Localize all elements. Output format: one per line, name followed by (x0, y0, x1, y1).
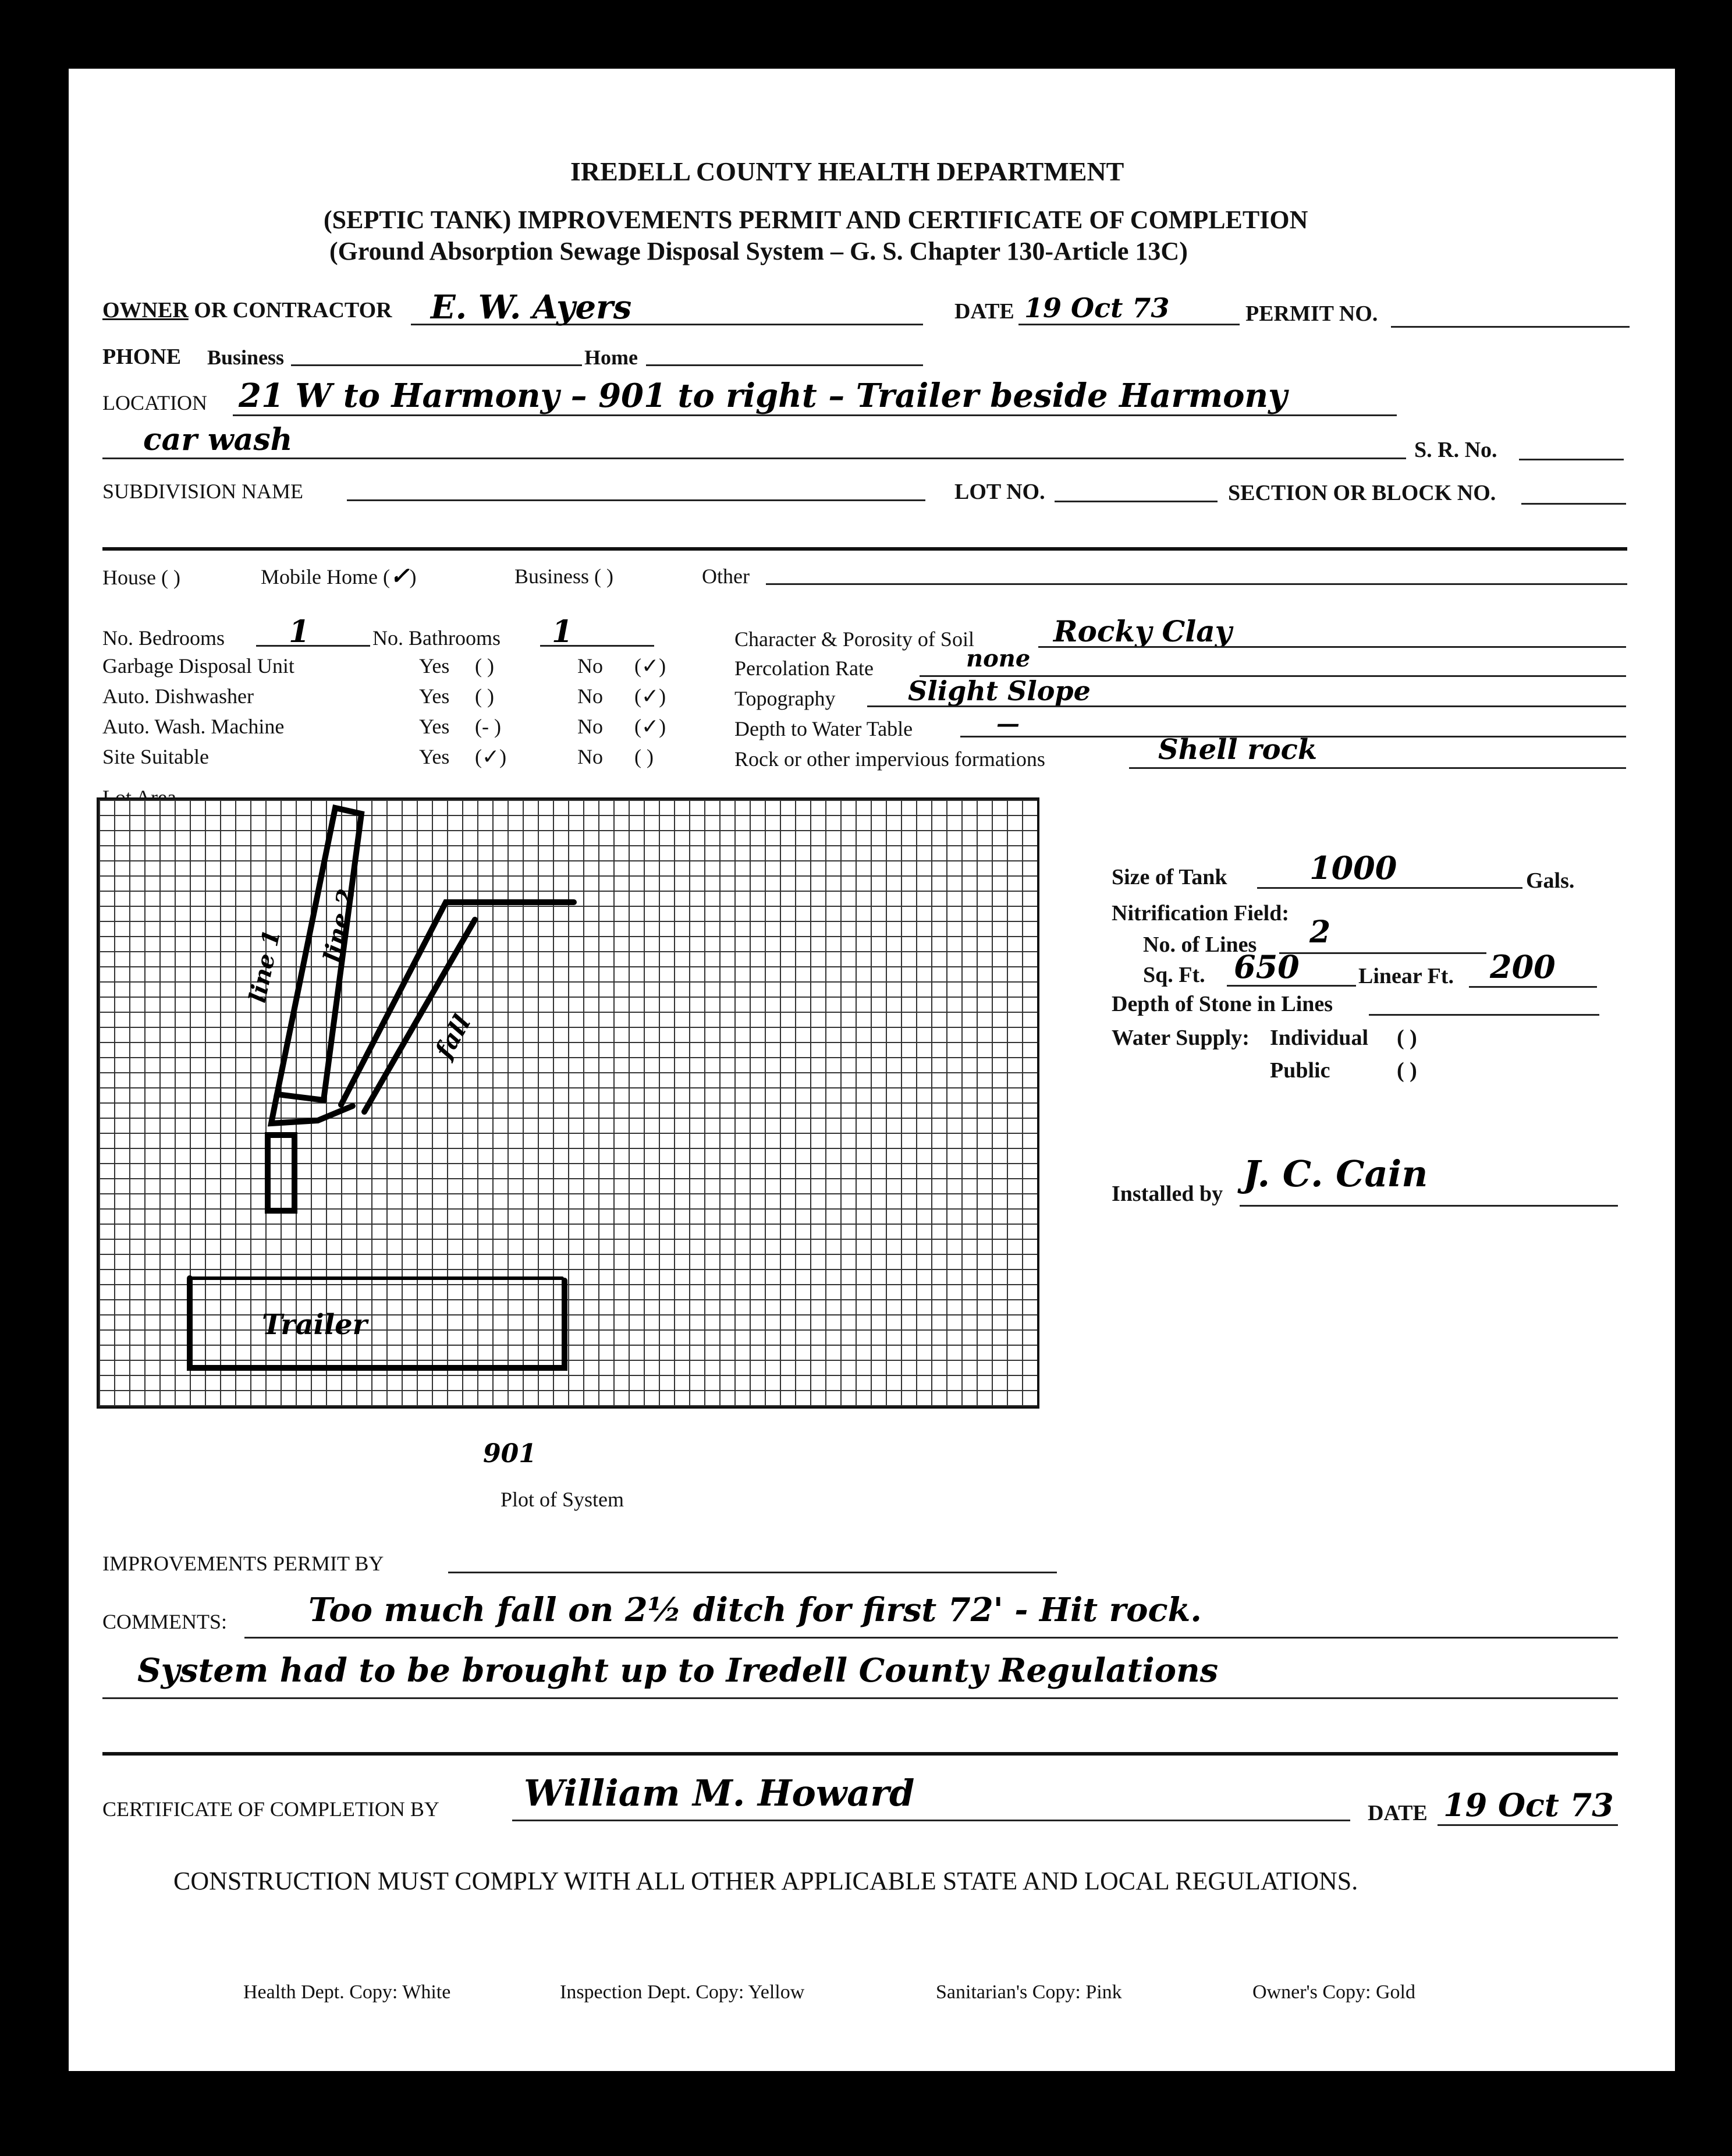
garbage-yes-box: ( ) (475, 654, 494, 678)
certificate-label: CERTIFICATE OF COMPLETION BY (102, 1797, 439, 1821)
garbage-no-box: (✓) (634, 654, 666, 678)
sqft-line (1227, 985, 1356, 987)
permit-no-line (1391, 326, 1630, 328)
type-other: Other (702, 565, 750, 588)
certificate-date-line (1438, 1824, 1618, 1826)
owner-label-rest: OR CONTRACTOR (188, 298, 392, 322)
installed-by-line (1240, 1205, 1618, 1207)
phone-label: PHONE (102, 345, 182, 369)
stone-depth-line (1369, 1014, 1599, 1016)
location-line2: car wash (143, 422, 293, 458)
water-supply-label: Water Supply: (1112, 1026, 1250, 1050)
comments-line1: Too much fall on 2½ ditch for first 72' - Hit rock. (308, 1591, 1202, 1629)
stone-depth-label: Depth of Stone in Lines (1112, 992, 1333, 1016)
divider-2 (102, 1752, 1618, 1756)
linear-ft-line (1469, 986, 1597, 988)
soil-line (1038, 646, 1626, 648)
phone-home-line (646, 364, 923, 366)
compliance-notice: CONSTRUCTION MUST COMPLY WITH ALL OTHER APPLICABLE STATE AND LOCAL REGULATIONS. (173, 1867, 1358, 1895)
bathrooms-value: 1 (552, 614, 573, 650)
plot-sketch (97, 797, 1039, 1409)
location-line-2 (102, 458, 1406, 459)
comments-rule-2 (102, 1697, 1618, 1699)
plot-note-fall: fall (429, 1010, 477, 1063)
garbage-no-label: No (577, 654, 603, 678)
rock-value: Shell rock (1158, 733, 1318, 766)
section-block-line (1521, 503, 1626, 505)
type-mobile-check: ✓ (389, 562, 410, 590)
site-yes-label: Yes (419, 745, 450, 768)
site-suitable-label: Site Suitable (102, 745, 209, 768)
plot-note-line1: line 1 (243, 927, 286, 1005)
type-mobile-home (261, 562, 417, 590)
sqft-value: 650 (1234, 948, 1300, 985)
tank-size-line (1257, 887, 1522, 889)
dishwasher-yes-label: Yes (419, 685, 450, 708)
type-business: Business ( ) (514, 565, 613, 588)
sr-no-line (1519, 459, 1624, 460)
copy-sanitarian: Sanitarian's Copy: Pink (936, 1981, 1122, 2003)
linear-ft-label: Linear Ft. (1358, 964, 1454, 988)
site-no-label: No (577, 745, 603, 768)
tank-size-label: Size of Tank (1112, 865, 1227, 889)
bathrooms-label: No. Bathrooms (372, 626, 501, 650)
trailer-outline (190, 1278, 565, 1368)
perc-label: Percolation Rate (734, 657, 874, 680)
dishwasher-no-box: (✓) (634, 685, 666, 708)
water-individual-box: ( ) (1397, 1026, 1417, 1050)
tank-size-value: 1000 (1309, 849, 1397, 886)
washer-no-box: (✓) (634, 715, 666, 738)
dishwasher-yes-box: ( ) (475, 685, 494, 708)
perc-value: none (966, 645, 1031, 672)
improvements-permit-label: IMPROVEMENTS PERMIT BY (102, 1552, 384, 1575)
garbage-yes-label: Yes (419, 654, 450, 678)
bedrooms-value: 1 (289, 614, 310, 650)
certificate-date-label: DATE (1368, 1801, 1428, 1825)
owner-label-owner: OWNER (102, 298, 189, 322)
copy-inspection: Inspection Dept. Copy: Yellow (560, 1981, 805, 2003)
lot-no-label: LOT NO. (954, 480, 1045, 504)
water-table-value: — (996, 710, 1020, 737)
owner-value: E. W. Ayers (431, 288, 632, 327)
comments-line2: System had to be brought up to Iredell County Regulations (137, 1651, 1219, 1690)
sr-no-label: S. R. No. (1414, 438, 1497, 462)
certificate-signature: William M. Howard (524, 1772, 915, 1814)
phone-home-label: Home (584, 346, 638, 369)
washer-yes-box: (- ) (475, 715, 501, 738)
sqft-label: Sq. Ft. (1143, 963, 1205, 987)
certificate-date-value: 19 Oct 73 (1443, 1786, 1614, 1824)
owner-label (102, 299, 392, 321)
location-line-1 (233, 414, 1397, 416)
water-public-label: Public (1270, 1058, 1330, 1083)
form-title: (SEPTIC TANK) IMPROVEMENTS PERMIT AND CERTIFICATE OF COMPLETION (324, 205, 1308, 234)
form-subtitle: (Ground Absorption Sewage Disposal System – G. S. Chapter 130-Article 13C) (329, 237, 1188, 265)
site-yes-box: (✓) (475, 745, 507, 768)
garbage-label: Garbage Disposal Unit (102, 654, 294, 678)
copy-health: Health Dept. Copy: White (243, 1981, 451, 2003)
installed-by-label: Installed by (1112, 1182, 1223, 1206)
linear-ft-value: 200 (1490, 948, 1556, 985)
washer-yes-label: Yes (419, 715, 450, 738)
nitrification-label: Nitrification Field: (1112, 901, 1289, 925)
water-individual-label: Individual (1270, 1026, 1368, 1050)
plot-trailer-label: Trailer (262, 1309, 367, 1341)
rock-line (1129, 767, 1626, 769)
section-block-label: SECTION OR BLOCK NO. (1228, 481, 1496, 505)
divider-1 (102, 547, 1627, 551)
plot-caption: Plot of System (501, 1488, 624, 1511)
bedrooms-label: No. Bedrooms (102, 626, 225, 650)
topography-label: Topography (734, 687, 836, 710)
certificate-line (512, 1820, 1350, 1821)
date-line (1018, 324, 1240, 325)
lines-label: No. of Lines (1143, 932, 1257, 957)
bathrooms-line (540, 645, 654, 647)
rock-label: Rock or other impervious formations (734, 747, 1045, 771)
date-label: DATE (954, 299, 1014, 324)
topography-value: Slight Slope (908, 675, 1091, 707)
soil-label: Character & Porosity of Soil (734, 627, 974, 651)
comments-label: COMMENTS: (102, 1610, 228, 1633)
comments-rule-1 (244, 1637, 1618, 1639)
date-value: 19 Oct 73 (1024, 292, 1170, 324)
phone-business-line (291, 364, 582, 366)
type-house: House ( ) (102, 566, 180, 589)
water-public-box: ( ) (1397, 1058, 1417, 1083)
washer-label: Auto. Wash. Machine (102, 715, 285, 738)
water-table-label: Depth to Water Table (734, 717, 913, 740)
soil-value: Rocky Clay (1053, 614, 1232, 648)
type-other-line (766, 583, 1627, 585)
tank-gals-label: Gals. (1526, 868, 1575, 893)
type-mobile-close: ) (409, 565, 417, 588)
subdivision-label: SUBDIVISION NAME (102, 480, 304, 503)
lot-no-line (1055, 501, 1218, 502)
bedrooms-line (256, 645, 370, 647)
type-mobile-label: Mobile Home ( (261, 565, 390, 588)
improvements-permit-line (448, 1572, 1057, 1573)
location-line1: 21 W to Harmony – 901 to right – Trailer beside Harmony (239, 377, 1287, 415)
copy-owner: Owner's Copy: Gold (1252, 1981, 1416, 2003)
plot-note-line2: line 2 (318, 886, 361, 964)
washer-no-label: No (577, 715, 603, 738)
permit-no-label: PERMIT NO. (1245, 302, 1378, 326)
plot-road-label: 901 (483, 1439, 537, 1469)
dishwasher-no-label: No (577, 685, 603, 708)
subdivision-line (347, 499, 925, 501)
dishwasher-label: Auto. Dishwasher (102, 685, 254, 708)
septic-tank-box (268, 1135, 294, 1211)
department-heading: IREDELL COUNTY HEALTH DEPARTMENT (570, 157, 1124, 186)
location-label: LOCATION (102, 391, 207, 414)
site-no-box: ( ) (634, 745, 654, 768)
installed-by-value: J. C. Cain (1243, 1153, 1428, 1195)
drain-line-2 (341, 902, 574, 1105)
phone-business-label: Business (207, 346, 285, 369)
lines-line (1279, 952, 1486, 954)
topography-line (867, 705, 1626, 707)
lines-value: 2 (1309, 914, 1331, 950)
